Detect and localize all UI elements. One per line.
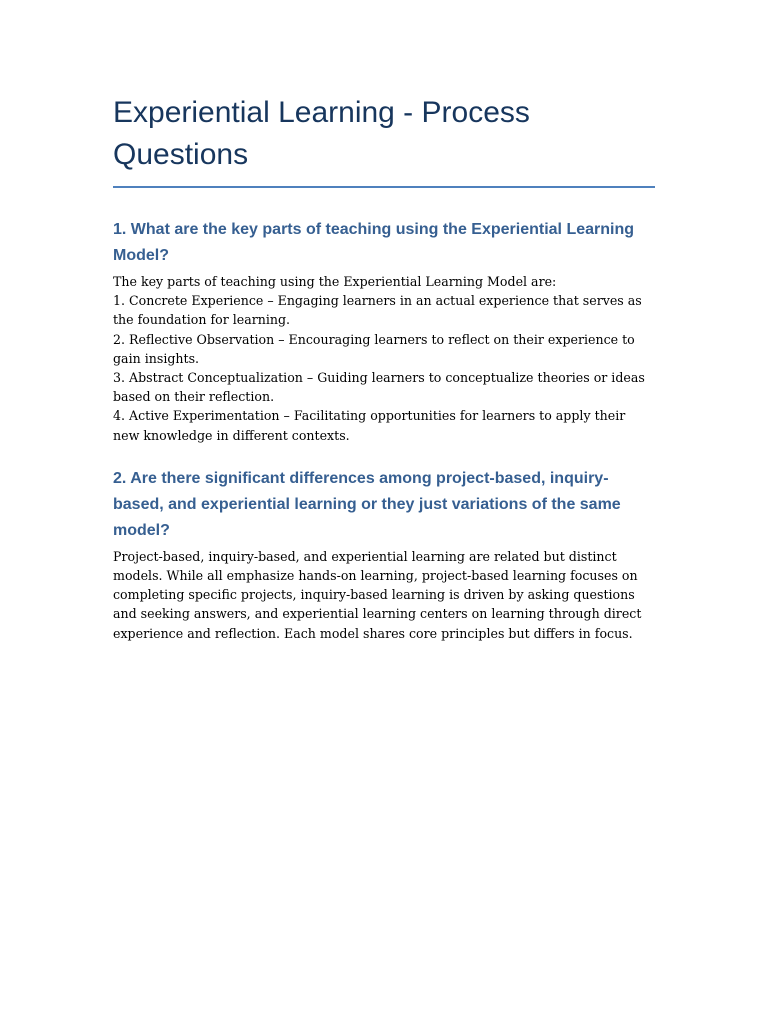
section-1-line: The key parts of teaching using the Experiential Learning Model are: <box>113 274 557 289</box>
section-2-line: Project-based, inquiry-based, and experiential learning are related but distinct models. While all emphasize hands-on learning, project-based learning focuses on completing specific projects, inquiry-based learning is driven by asking questions and seeking answers, and experiential learning centers on learning through direct experience and reflection. Each model shares core principles but differs in focus. <box>113 548 642 641</box>
section-2-body <box>113 547 655 643</box>
section-2-heading: 2. Are there significant differences among project-based, inquiry-based, and experiential learning or they just variations of the same model? <box>113 469 621 539</box>
section-1-line: 2. Reflective Observation – Encouraging learners to reflect on their experience to gain insights. <box>113 331 635 366</box>
section-1-line: 4. Active Experimentation – Facilitating opportunities for learners to apply their new knowledge in different contexts. <box>113 408 626 443</box>
section-1-heading: 1. What are the key parts of teaching using the Experiential Learning Model? <box>113 221 635 264</box>
title-underline <box>113 186 655 188</box>
section-1-line: 1. Concrete Experience – Engaging learners in an actual experience that serves as the foundation for learning. <box>113 293 642 328</box>
document-body <box>113 92 655 643</box>
document-title: Experiential Learning - Process Questions <box>113 96 530 171</box>
section-1-line: 3. Abstract Conceptualization – Guiding learners to conceptualize theories or ideas based on their reflection. <box>113 370 645 405</box>
section-1-body <box>113 272 655 445</box>
